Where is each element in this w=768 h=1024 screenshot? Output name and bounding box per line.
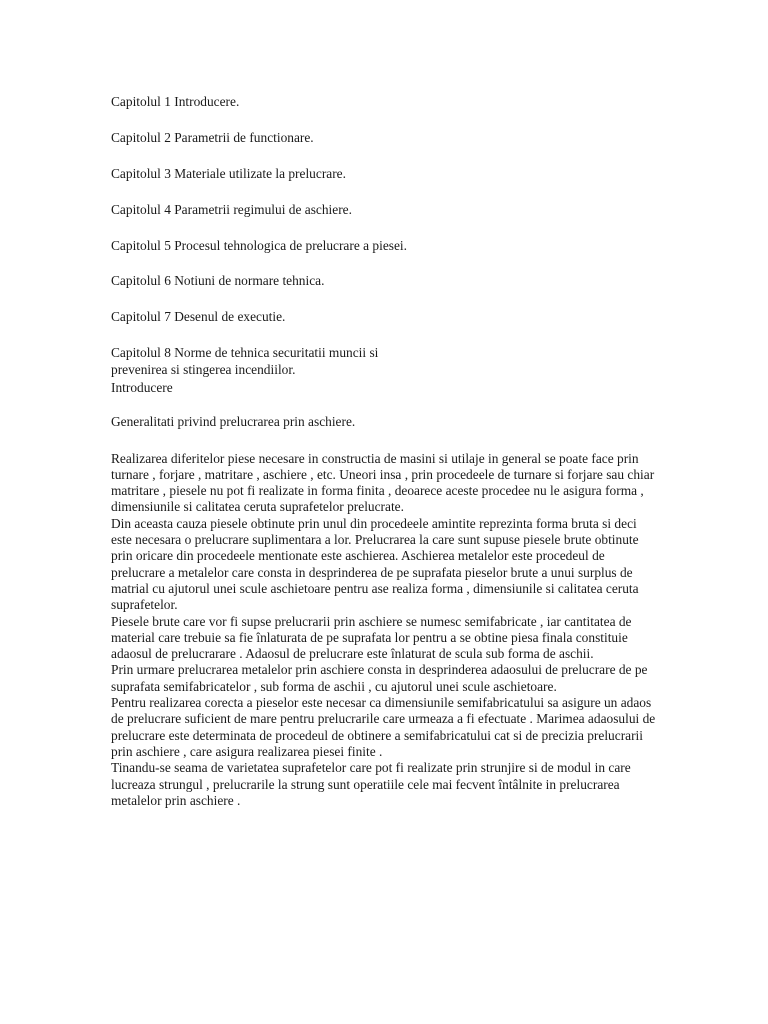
toc-item-3: Capitolul 3 Materiale utilizate la prelucrare. (111, 165, 346, 181)
toc-item-8-line-1: Capitolul 8 Norme de tehnica securitatii muncii si (111, 345, 379, 361)
toc-item-6: Capitolul 6 Notiuni de normare tehnica. (111, 273, 325, 289)
toc-item-8-line-2: prevenirea si stingerea incendiilor. (111, 361, 296, 377)
toc-item-2: Capitolul 2 Parametrii de functionare. (111, 129, 314, 145)
subheading: Generalitati privind prelucrarea prin aschiere. (111, 414, 356, 430)
body-text (111, 451, 659, 810)
paragraph-1: Realizarea diferitelor piese necesare in constructia de masini si utilaje in general se poate face prin turnare , forjare , matritare , aschiere , etc. Uneori insa , prin procedeele de turnare si forjare sau chiar matritare , piesele nu pot fi realizate in forma finita , deoarece aceste procedee nu le asigura forma , dimensiunile si calitatea ceruta suprafetelor prelucrate. (111, 450, 655, 515)
toc-item-4: Capitolul 4 Parametrii regimului de aschiere. (111, 201, 352, 217)
paragraph-6: Tinandu-se seama de varietatea suprafetelor care pot fi realizate prin strunjire si de modul in care lucreaza strungul , prelucrarile la strung sunt operatiile cele mai fecvent întâlnite in prelucrarea metalelor prin aschiere . (111, 760, 631, 808)
toc-item-7: Capitolul 7 Desenul de executie. (111, 309, 286, 325)
paragraph-3: Piesele brute care vor fi supse prelucrarii prin aschiere se numesc semifabricate , iar cantitatea de material care trebuie sa fie înlaturata de pe suprafata lor pentru a se obtine piesa finala constituie adaosul de prelucrarare . Adaosul de prelucrare este înlaturat de scula sub forma de aschii. (111, 613, 632, 662)
paragraph-4: Prin urmare prelucrarea metalelor prin aschiere consta in desprinderea adaosului de prelucrare de pe suprafata semifabricatelor , sub forma de aschii , cu ajutorul unei scule aschietoare. (111, 662, 648, 694)
table-of-contents (111, 94, 407, 378)
paragraph-2: Din aceasta cauza piesele obtinute prin unul din procedeele amintite reprezinta forma bruta si deci este necesara o prelucrare suplimentara a lor. Prelucrarea la care sunt supuse piesele brute obtinute prin oricare din procedeele mentionate este aschierea. Aschierea metalelor este procedeul de prelucrare a metalelor care consta in desprinderea de pe suprafata pieselor brute a unui surplus de matrial cu ajutorul unei scule aschietoare pentru ase realiza forma , dimensiunile si calitatea ceruta suprafetelor. (111, 515, 639, 613)
paragraph-5: Pentru realizarea corecta a pieselor este necesar ca dimensiunile semifabricatului sa asigure un adaos de prelucrare suficient de mare pentru prelucrarile care urmeaza a fi efectuate . Marimea adaosului de prelucrare este determinata de procedeul de obtinere a semifabricatului cat si de precizia prelucrarii prin aschiere , care asigura realizarea piesei finite . (111, 695, 656, 759)
toc-item-5: Capitolul 5 Procesul tehnologica de prelucrare a piesei. (111, 237, 407, 253)
toc-item-8 (111, 345, 407, 378)
document-body (111, 380, 659, 809)
toc-item-1: Capitolul 1 Introducere. (111, 94, 240, 109)
section-title: Introducere (111, 380, 173, 395)
